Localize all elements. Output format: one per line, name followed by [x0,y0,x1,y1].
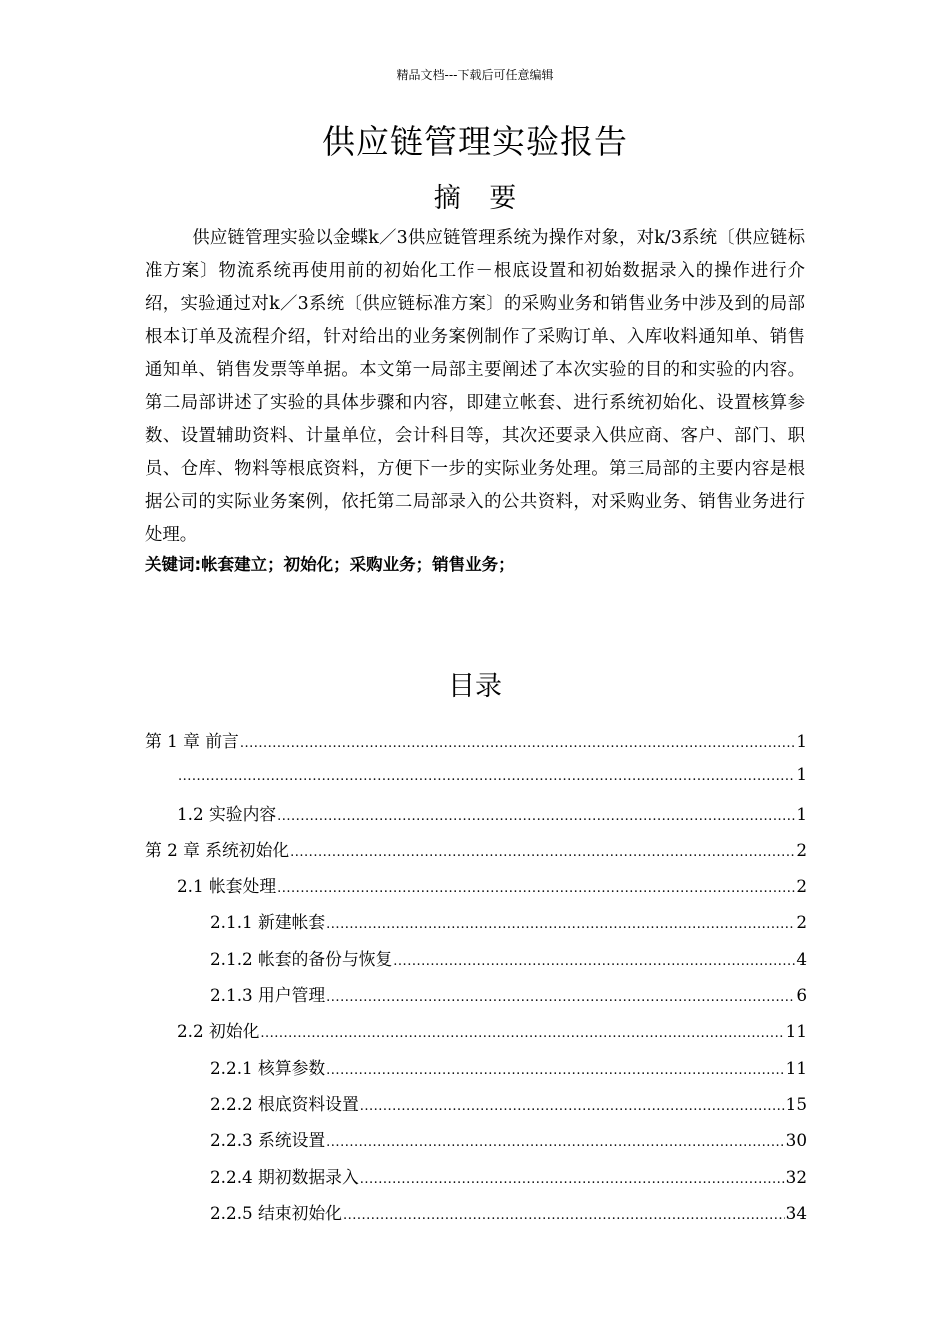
toc-entry-label: 2.1.1 新建帐套 [210,912,326,933]
toc-heading: 目录 [448,671,502,702]
toc-entry[interactable] [145,1200,807,1236]
toc-entry[interactable] [145,1018,807,1054]
toc-entry[interactable] [145,909,807,945]
toc-entry-page-number: 1 [796,803,807,824]
toc-leader-dots [393,954,795,969]
toc-entry[interactable] [145,1164,807,1200]
toc-leader-dots [178,769,795,784]
toc-leader-dots [260,1026,784,1041]
toc-entry[interactable] [145,946,807,982]
toc-entry-page-number: 4 [796,948,807,969]
abstract-heading: 摘 要 [433,183,517,214]
toc-entry-page-number: 32 [785,1166,807,1187]
toc-entry-label: 2.2.3 系统设置 [210,1130,326,1151]
toc-entry[interactable] [145,801,807,837]
toc-entry-page-number: 34 [785,1202,807,1223]
toc-entry-page-number: 1 [796,764,807,785]
toc-entry-label: 2.2.2 根底资料设置 [210,1093,359,1114]
toc-leader-dots [326,1063,784,1078]
toc-entry-page-number: 6 [796,985,807,1006]
toc-entry[interactable] [145,982,807,1018]
toc-entry-page-number: 11 [785,1057,807,1078]
toc-entry-page-number: 2 [796,912,807,933]
toc-entry[interactable] [145,873,807,909]
toc-entry-label: 第 2 章 系统初始化 [145,839,290,860]
toc-entry-label: 1.2 实验内容 [177,803,277,824]
toc-leader-dots [277,809,795,824]
toc-leader-dots [240,736,796,751]
toc-entry[interactable] [145,728,807,764]
toc-entry-page-number: 1 [796,731,807,751]
toc-leader-dots [360,1172,785,1187]
table-of-contents [145,728,807,1236]
toc-entry[interactable] [145,837,807,873]
toc-leader-dots [290,845,795,860]
toc-entry-page-number: 2 [796,839,807,860]
toc-entry-label: 2.1.2 帐套的备份与恢复 [210,948,393,969]
toc-leader-dots [343,1208,785,1223]
toc-entry-label: 2.2 初始化 [177,1021,260,1042]
toc-entry[interactable] [145,764,807,800]
toc-leader-dots [326,917,795,932]
toc-entry-label: 2.1.3 用户管理 [210,985,326,1006]
document-title: 供应链管理实验报告 [322,122,628,161]
toc-leader-dots [277,881,795,896]
toc-entry-page-number: 15 [785,1093,807,1114]
toc-entry[interactable] [145,1091,807,1127]
toc-entry[interactable] [145,1127,807,1163]
toc-entry[interactable] [145,1055,807,1091]
toc-entry-label: 2.1 帐套处理 [177,876,277,897]
toc-leader-dots [326,990,795,1005]
toc-entry-page-number: 11 [785,1021,807,1042]
header-note: 精品文档---下载后可任意编辑 [396,68,554,82]
toc-entry-page-number: 2 [796,876,807,897]
abstract-paragraph [145,222,805,552]
toc-entry-label: 2.2.1 核算参数 [210,1057,326,1078]
toc-entry-label: 第 1 章 前言 [145,731,239,751]
toc-entry-label: 2.2.5 结束初始化 [210,1202,342,1223]
toc-leader-dots [360,1099,785,1114]
toc-leader-dots [326,1135,784,1150]
keywords-line: 关键词:帐套建立；初始化；采购业务；销售业务； [145,555,515,574]
toc-entry-label: 2.2.4 期初数据录入 [210,1166,359,1187]
toc-entry-page-number: 30 [785,1130,807,1151]
abstract-text: 供应链管理实验以金蝶k／3供应链管理系统为操作对象，对k/3系统〔供应链标准方案〕物流系统再使用前的初始化工作－根底设置和初始数据录入的操作进行介绍，实验通过对k／3系统〔供应链标准方案〕的采购业务和销售业务中涉及到的局部根本订单及流程介绍，针对给出的业务案例制作了采购订单、入库收料通知单、销售通知单、销售发票等单据。本文第一局部主要阐述了本次实验的目的和实验的内容。第二局部讲述了实验的具体步骤和内容，即建立帐套、进行系统初始化、设置核算参数、设置辅助资料、计量单位，会计科目等，其次还要录入供应商、客户、部门、职员、仓库、物料等根底资料，方便下一步的实际业务处理。第三局部的主要内容是根据公司的实际业务案例，依托第二局部录入的公共资料，对采购业务、销售业务进行处理。 [145,228,805,545]
